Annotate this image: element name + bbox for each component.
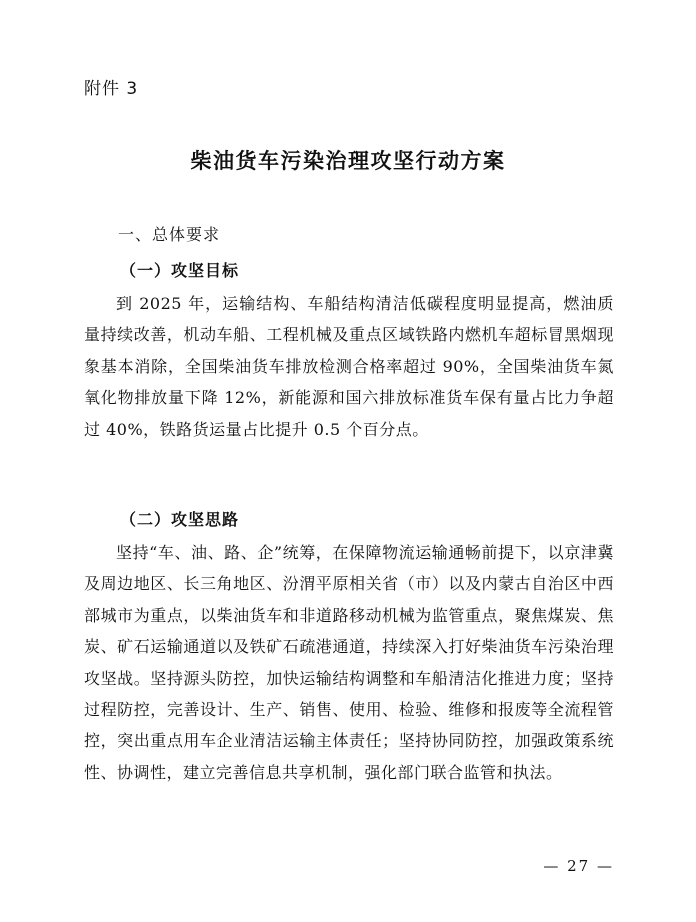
page-number: — 27 —	[543, 857, 614, 875]
attachment-label: 附件 3	[84, 79, 139, 99]
subsection-heading-goals: （一）攻坚目标	[120, 261, 240, 280]
paragraph-approach: 坚持“车、油、路、企”统筹，在保障物流运输通畅前提下，以京津冀及周边地区、长三角地区、汾渭平原相关省（市）以及内蒙古自治区中西部城市为重点，以柴油货车和非道路移动机械为监管重点，聚焦煤炭、焦炭、矿石运输通道以及铁矿石疏港通道，持续深入打好柴油货车污染治理攻坚战。坚持源头防控，加快运输结构调整和车船清洁化推进力度；坚持过程防控，完善设计、生产、销售、使用、检验、维修和报废等全流程管控，突出重点用车企业清洁运输主体责任；坚持协同防控，加强政策系统性、协调性，建立完善信息共享机制，强化部门联合监管和执法。	[84, 543, 614, 782]
document-title: 柴油货车污染治理攻坚行动方案	[190, 149, 506, 173]
subsection-heading-approach: （二）攻坚思路	[120, 510, 240, 529]
section-heading-general-requirements: 一、总体要求	[118, 225, 221, 244]
paragraph-goals: 到 2025 年，运输结构、车船结构清洁低碳程度明显提高，燃油质量持续改善，机动车船、工程机械及重点区域铁路内燃机车超标冒黑烟现象基本消除，全国柴油货车排放检测合格率超过 90%，全国柴油货车氮氧化物排放量下降 12%，新能源和国六排放标准货车保有量占比力争超过 40%，铁路货运量占比提升 0.5 个百分点。	[84, 294, 614, 439]
